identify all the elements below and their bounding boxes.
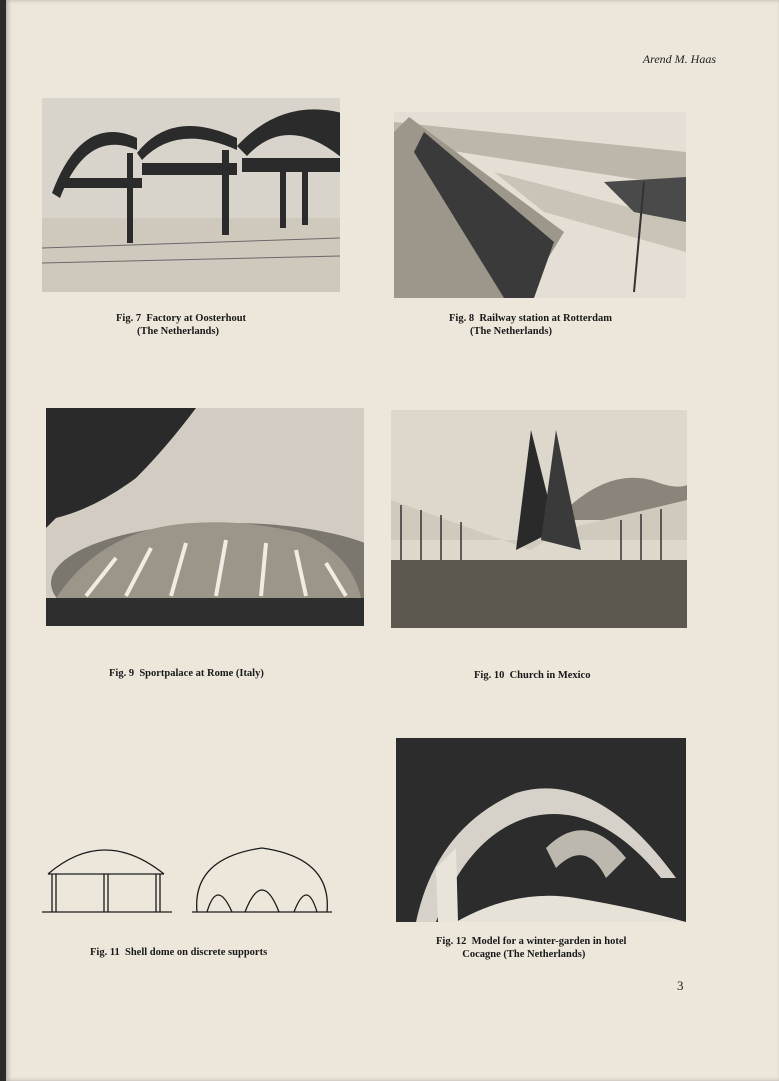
figure-9-caption: Fig. 9 Sportpalace at Rome (Italy) <box>109 668 264 679</box>
figure-7-caption: Fig. 7 Factory at Oosterhout (The Netherlands) <box>116 313 247 337</box>
figure-10-caption: Fig. 10 Church in Mexico <box>474 670 591 681</box>
figure-10-church-photo <box>391 410 687 628</box>
figure-8-railway-photo <box>394 112 686 298</box>
figure-11-caption: Fig. 11 Shell dome on discrete supports <box>90 947 268 958</box>
author-header: Arend M. Haas <box>642 52 716 66</box>
figure-7-factory-photo <box>42 98 340 292</box>
document-page <box>6 0 779 1081</box>
figure-9-sportpalace-photo <box>46 408 364 626</box>
figure-12-model-photo <box>396 738 686 922</box>
figure-8-caption: Fig. 8 Railway station at Rotterdam (The Netherlands) <box>449 313 613 337</box>
page-number: 3 <box>677 978 684 993</box>
figure-12-caption: Fig. 12 Model for a winter-garden in hotel Cocagne (The Netherlands) <box>436 936 627 960</box>
figure-11-dome-diagram <box>42 838 342 918</box>
